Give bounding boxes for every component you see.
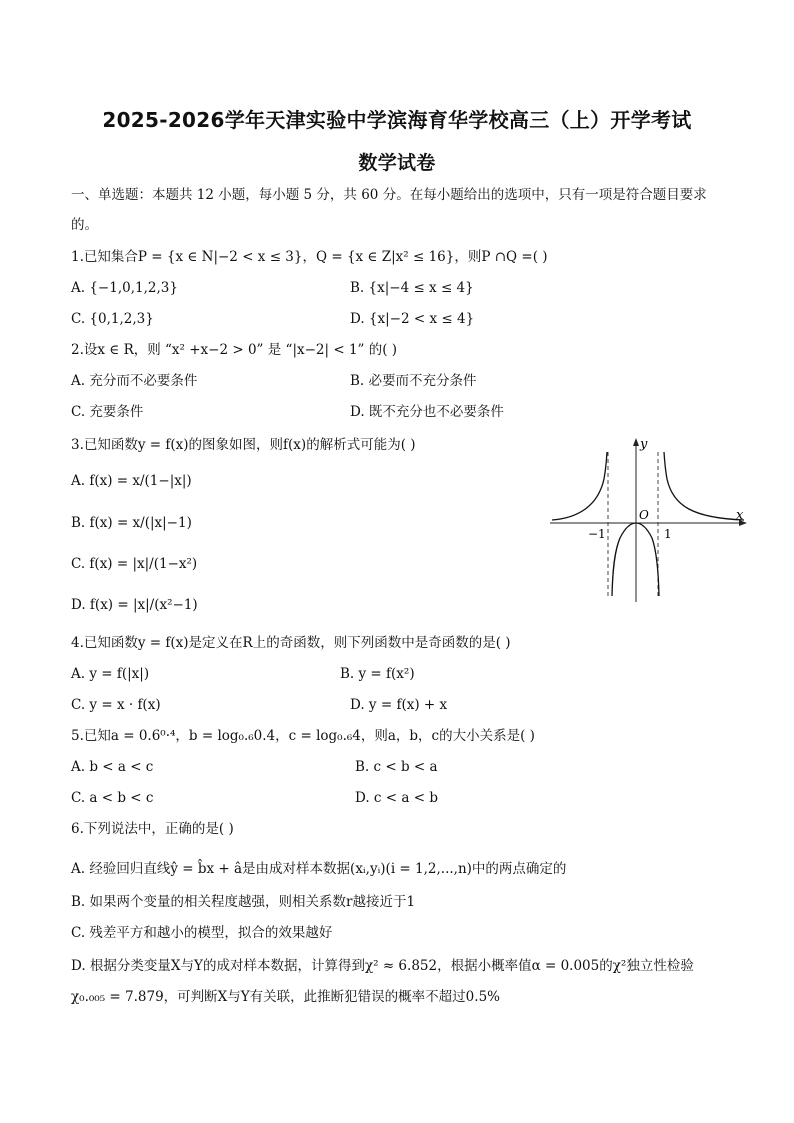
question-3-stem: 3.已知函数y = f(x)的图象如图，则f(x)的解析式可能为( ): [71, 437, 416, 453]
question-6-option-c: C. 残差平方和越小的模型，拟合的效果越好: [71, 925, 333, 941]
question-4-option-b: B. y = f(x²): [340, 666, 415, 682]
question-1-option-b: B. {x|−4 ≤ x ≤ 4}: [350, 280, 474, 296]
y-axis-arrow-icon: [633, 438, 639, 446]
tick-label-one: 1: [664, 527, 672, 541]
question-6-option-a: A. 经验回归直线ŷ = b̂x + â是由成对样本数据(xᵢ,yᵢ)(i = 1,2,...,n)中的两点确定的: [71, 861, 567, 877]
question-1-stem: 1.已知集合P = {x ∈ N|−2 < x ≤ 3}，Q = {x ∈ Z|x² ≤ 16}，则P ∩Q =( ): [71, 249, 548, 265]
curve-left-branch: [552, 452, 607, 520]
question-4-option-d: D. y = f(x) + x: [350, 697, 448, 713]
question-5-option-c: C. a < b < c: [71, 790, 154, 806]
question-1-option-a: A. {−1,0,1,2,3}: [71, 280, 178, 296]
tick-label-neg-one: −1: [588, 527, 606, 541]
question-4-stem: 4.已知函数y = f(x)是定义在R上的奇函数，则下列函数中是奇函数的是( ): [71, 635, 511, 651]
question-5-option-d: D. c < a < b: [355, 790, 438, 806]
question-2-option-a: A. 充分而不必要条件: [71, 373, 198, 389]
function-graph-svg: [548, 434, 748, 604]
x-axis-label: x: [736, 508, 744, 523]
origin-label: O: [639, 508, 649, 522]
question-5-option-b: B. c < b < a: [355, 759, 438, 775]
section-instructions-line2: 的。: [71, 217, 98, 233]
question-4-option-c: C. y = x · f(x): [71, 697, 161, 713]
exam-title: 2025-2026学年天津实验中学滨海育华学校高三（上）开学考试: [102, 108, 692, 132]
question-6-option-d-line1: D. 根据分类变量X与Y的成对样本数据，计算得到χ² ≈ 6.852，根据小概率值α = 0.005的χ²独立性检验: [71, 958, 694, 974]
question-2-option-d: D. 既不充分也不必要条件: [350, 404, 504, 420]
question-1-option-c: C. {0,1,2,3}: [71, 311, 154, 327]
question-3-option-d: D. f(x) = |x|/(x²−1): [71, 597, 198, 613]
question-3-option-c: C. f(x) = |x|/(1−x²): [71, 556, 198, 572]
question-6-option-b: B. 如果两个变量的相关程度越强，则相关系数r越接近于1: [71, 894, 416, 910]
question-5-option-a: A. b < a < c: [71, 759, 154, 775]
question-1-option-d: D. {x|−2 < x ≤ 4}: [350, 311, 475, 327]
question-3-option-a: A. f(x) = x/(1−|x|): [71, 473, 192, 489]
question-3-option-b: B. f(x) = x/(|x|−1): [71, 515, 192, 531]
question-5-stem: 5.已知a = 0.6⁰·⁴，b = log₀.₆0.4，c = log₀.₆4，则a，b，c的大小关系是( ): [71, 728, 535, 744]
question-2-option-b: B. 必要而不充分条件: [350, 373, 477, 389]
section-instructions-line1: 一、单选题：本题共 12 小题，每小题 5 分，共 60 分。在每小题给出的选项中，只有一项是符合题目要求: [71, 187, 707, 203]
question-6-stem: 6.下列说法中，正确的是( ): [71, 821, 234, 837]
question-2-option-c: C. 充要条件: [71, 404, 144, 420]
question-2-stem: 2.设x ∈ R，则 “x² +x−2 > 0” 是 “|x−2| < 1” 的( ): [71, 342, 398, 358]
exam-subtitle: 数学试卷: [358, 152, 436, 174]
question-4-option-a: A. y = f(|x|): [71, 666, 150, 682]
y-axis-label: y: [640, 437, 648, 452]
question-6-option-d-line2: χ₀.₀₀₅ = 7.879，可判断X与Y有关联，此推断犯错误的概率不超过0.5%: [71, 989, 500, 1005]
curve-right-branch: [664, 452, 744, 520]
question-3-function-graph: [548, 434, 748, 604]
